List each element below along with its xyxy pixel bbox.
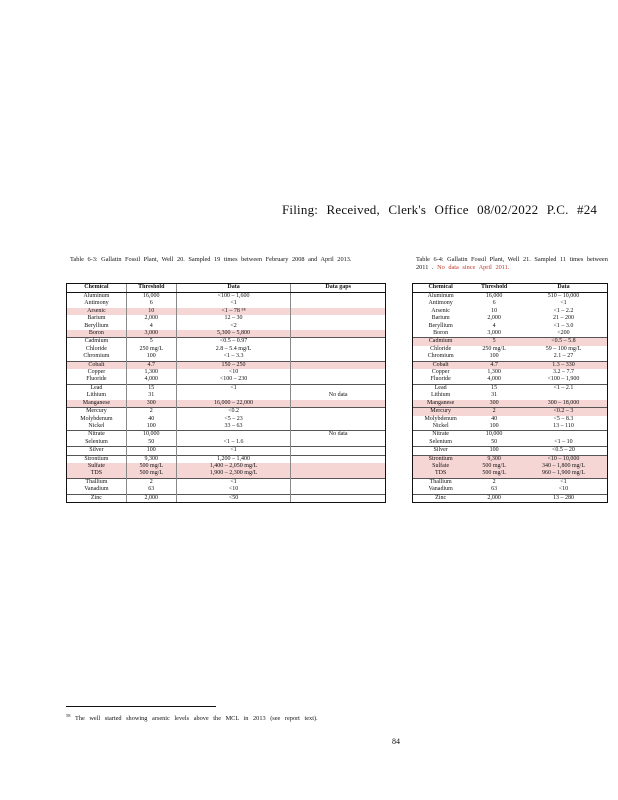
table-row — [67, 346, 386, 353]
cell-threshold: 500 mg/L — [468, 470, 520, 478]
table-row — [413, 408, 608, 416]
cell-chemical: Nitrate — [413, 431, 469, 439]
cell-threshold: 3,000 — [487, 330, 501, 337]
cell-chemical: Zinc — [67, 494, 127, 502]
cell-chemical: Cobalt — [413, 361, 469, 369]
cell-chemical: Selenium — [413, 439, 469, 447]
cell-threshold: 15 — [126, 384, 176, 392]
table-row — [67, 392, 386, 399]
cell-threshold: 50 — [491, 438, 498, 445]
cell-threshold: 16,000 — [485, 293, 503, 299]
cell-chemical: Antimony — [413, 300, 469, 307]
cell-data: <1 — [520, 478, 608, 486]
cell-data: 3.2 – 7.7 — [520, 369, 608, 376]
cell-data: <1 – 3.0 — [520, 323, 608, 330]
cell-data: <1 — [520, 300, 608, 307]
cell-threshold: 2 — [126, 478, 176, 486]
table-row — [67, 455, 386, 463]
cell-threshold: 9,300 — [468, 455, 520, 463]
table-row — [67, 338, 386, 346]
table-row — [67, 478, 386, 486]
filing-stamp: Filing: Received, Clerk's Office 08/02/2022 P.C. #24 — [282, 202, 598, 217]
table-row — [67, 408, 386, 416]
cell-chemical: Sulfate — [413, 463, 469, 470]
table-row — [67, 308, 386, 315]
cell-chemical: Sulfate — [67, 463, 127, 470]
cell-chemical: Nickel — [413, 423, 469, 431]
cell-threshold: 4.7 — [468, 361, 520, 369]
cell-data: 12 – 30 — [176, 315, 291, 322]
cell-data: <0.2 — [176, 408, 291, 416]
cell-threshold: 2,000 — [487, 315, 501, 322]
cell-chemical: Manganese — [67, 400, 127, 408]
footnote-rule — [66, 706, 216, 707]
cell-gaps — [291, 416, 386, 423]
cell-data: <0.5 – 20 — [520, 447, 608, 455]
table-row — [67, 353, 386, 361]
cell-data: <2 — [176, 323, 291, 330]
cell-threshold: 2 — [468, 478, 520, 486]
cell-data: <10 — [176, 486, 291, 494]
cell-chemical: Barium — [67, 315, 127, 322]
cell-data: <1 – 2.1 — [520, 384, 608, 392]
cell-threshold: 6 — [492, 300, 496, 307]
column-header: Chemical — [413, 284, 469, 293]
cell-gaps — [291, 494, 386, 502]
table-row — [413, 447, 608, 455]
table-row — [67, 423, 386, 431]
cell-threshold: 4 — [126, 323, 176, 330]
table-row — [413, 431, 608, 439]
cell-threshold: 2,000 — [468, 494, 520, 502]
column-header: Data — [176, 284, 291, 293]
footnote — [66, 713, 318, 722]
cell-threshold: 2,000 — [126, 494, 176, 502]
table-row — [413, 361, 608, 369]
table-row — [67, 447, 386, 455]
column-header: Data — [520, 284, 608, 293]
cell-data: 1,900 – 2,300 mg/L — [176, 470, 291, 478]
cell-chemical: Copper — [67, 369, 127, 376]
footnote-number: 58 — [66, 713, 71, 718]
cell-gaps — [291, 323, 386, 330]
cell-data: 13 – 280 — [520, 494, 608, 502]
cell-threshold: 10,000 — [468, 431, 520, 439]
table-row — [67, 486, 386, 494]
cell-threshold: 10,000 — [126, 431, 176, 439]
cell-data: <10 — [176, 369, 291, 376]
cell-gaps — [291, 315, 386, 322]
table-row — [413, 494, 608, 502]
cell-threshold: 63 — [491, 486, 498, 493]
table-row — [413, 470, 608, 478]
cell-threshold: 100 — [126, 353, 176, 361]
cell-threshold: 63 — [126, 486, 176, 494]
cell-gaps — [291, 308, 386, 315]
cell-threshold: 250 mg/L — [126, 346, 176, 353]
cell-gaps — [291, 293, 386, 301]
table-row — [413, 478, 608, 486]
cell-threshold: 1,300 — [487, 369, 501, 376]
table-row — [67, 494, 386, 502]
cell-threshold: 3,000 — [126, 330, 176, 338]
cell-data: 1,200 – 1,400 — [176, 455, 291, 463]
cell-gaps — [291, 330, 386, 338]
cell-data: <1 — [176, 300, 291, 307]
table-row — [67, 315, 386, 322]
cell-chemical: Chromium — [413, 353, 469, 361]
cell-gaps — [291, 478, 386, 486]
cell-data: <0.2 – 3 — [520, 408, 608, 416]
cell-data: 21 – 200 — [520, 315, 608, 322]
table-row — [413, 323, 608, 330]
table-row — [413, 455, 608, 463]
cell-chemical: TDS — [413, 470, 469, 478]
cell-data — [520, 392, 608, 399]
cell-gaps — [291, 455, 386, 463]
cell-chemical: Thallium — [413, 478, 469, 486]
cell-threshold: 15 — [468, 384, 520, 392]
cell-data: 1,400 – 2,050 mg/L — [176, 463, 291, 470]
cell-data: 33 – 63 — [176, 423, 291, 431]
cell-threshold: 300 — [468, 400, 520, 408]
table-row — [413, 346, 608, 353]
cell-data: <1 — [176, 478, 291, 486]
cell-threshold: 4.7 — [126, 361, 176, 369]
cell-gaps — [291, 423, 386, 431]
table-row — [413, 463, 608, 470]
cell-threshold: 6 — [126, 300, 176, 307]
table-6-4 — [412, 283, 608, 503]
cell-data: 16,000 – 22,000 — [176, 400, 291, 408]
cell-gaps — [291, 447, 386, 455]
table-row — [67, 300, 386, 307]
cell-chemical: Barium — [413, 315, 469, 322]
cell-chemical: Thallium — [67, 478, 127, 486]
cell-threshold: 500 mg/L — [126, 470, 176, 478]
cell-data: <50 — [176, 494, 291, 502]
table-row — [67, 463, 386, 470]
table-row — [67, 323, 386, 330]
cell-chemical: Nitrate — [67, 431, 127, 439]
cell-data: 960 – 1,900 mg/L — [520, 470, 608, 478]
cell-data: <1 – 3.3 — [176, 353, 291, 361]
cell-threshold: 50 — [126, 439, 176, 447]
cell-threshold: 4,000 — [126, 376, 176, 384]
cell-threshold: 10 — [126, 308, 176, 315]
cell-data: <100 – 1,600 — [176, 293, 291, 301]
cell-data: <10 — [520, 486, 608, 494]
cell-data: 1.3 – 330 — [520, 361, 608, 369]
cell-data: 2.1 – 27 — [520, 353, 608, 361]
cell-chemical: Mercury — [67, 408, 127, 416]
cell-chemical: Silver — [413, 447, 469, 455]
cell-gaps — [291, 353, 386, 361]
cell-threshold: 31 — [491, 392, 498, 399]
cell-chemical: Lithium — [67, 392, 127, 399]
cell-threshold: 100 — [468, 447, 520, 455]
table-row — [67, 416, 386, 423]
cell-threshold: 100 — [126, 423, 176, 431]
cell-data: <0.5 – 5.8 — [520, 338, 608, 346]
table-row — [413, 392, 608, 399]
table-row — [67, 384, 386, 392]
table-row — [413, 338, 608, 346]
table-row — [67, 439, 386, 447]
cell-gaps — [291, 346, 386, 353]
cell-data — [176, 431, 291, 439]
cell-data: <0.5 – 0.97 — [176, 338, 291, 346]
table-row — [413, 384, 608, 392]
cell-gaps — [291, 486, 386, 494]
cell-chemical: Aluminum — [67, 293, 127, 301]
cell-gaps — [291, 300, 386, 307]
cell-chemical: Cadmium — [413, 338, 469, 346]
cell-data: 510 – 10,000 — [520, 293, 608, 301]
cell-chemical: Manganese — [413, 400, 469, 408]
table2-caption-prefix: Table 6-4: Gallatin Fossil Plant, Well 21. Sampled 11 times between 2011 . — [416, 256, 608, 271]
cell-threshold: 4,000 — [487, 376, 501, 383]
cell-threshold: 100 — [489, 353, 499, 360]
cell-data: <1 – 78 ⁵⁸ — [176, 308, 291, 315]
cell-data: 59 – 100 mg/L — [520, 346, 608, 353]
cell-chemical: Boron — [413, 330, 469, 338]
cell-gaps — [291, 361, 386, 369]
cell-data: <10 – 10,000 — [520, 455, 608, 463]
cell-chemical: Lead — [67, 384, 127, 392]
cell-data: 340 – 1,800 mg/L — [520, 463, 608, 470]
cell-gaps — [291, 470, 386, 478]
cell-threshold: 16,000 — [126, 293, 176, 301]
cell-data: <1 — [176, 447, 291, 455]
cell-chemical: Beryllium — [413, 323, 469, 330]
table-6-3 — [66, 283, 386, 503]
cell-threshold: 5 — [126, 338, 176, 346]
table-row — [67, 369, 386, 376]
cell-threshold: 100 — [489, 422, 499, 429]
cell-threshold: 5 — [468, 338, 520, 346]
table-row — [67, 293, 386, 301]
cell-threshold: 40 — [126, 416, 176, 423]
cell-gaps — [291, 338, 386, 346]
table2-caption-note: No data since April 2011. — [437, 264, 510, 271]
cell-data: 2.8 – 5.4 mg/L — [176, 346, 291, 353]
cell-data: <5 – 23 — [176, 416, 291, 423]
cell-threshold: 500 mg/L — [126, 463, 176, 470]
cell-chemical: Arsenic — [413, 308, 469, 315]
cell-data: <200 — [520, 330, 608, 338]
cell-gaps — [291, 439, 386, 447]
table-row — [413, 439, 608, 447]
cell-threshold: 9,300 — [126, 455, 176, 463]
cell-threshold: 250 mg/L — [482, 345, 506, 352]
cell-chemical: Chloride — [413, 346, 469, 353]
cell-data: <1 – 2.2 — [520, 308, 608, 315]
table-row — [413, 315, 608, 322]
table-row — [67, 431, 386, 439]
cell-threshold: 1,300 — [126, 369, 176, 376]
cell-chemical: Copper — [413, 369, 469, 376]
cell-chemical: Fluoride — [67, 376, 127, 384]
table-row — [413, 330, 608, 338]
table-row — [413, 308, 608, 315]
cell-chemical: Vanadium — [413, 486, 469, 494]
cell-gaps — [291, 384, 386, 392]
cell-chemical: Cadmium — [67, 338, 127, 346]
table1-caption: Table 6-3: Gallatin Fossil Plant, Well 20. Sampled 19 times between February 2008 and April 2013. — [70, 256, 352, 263]
table-row — [413, 293, 608, 301]
table-row — [67, 400, 386, 408]
cell-chemical: Lead — [413, 384, 469, 392]
cell-chemical: Cobalt — [67, 361, 127, 369]
table-row — [413, 376, 608, 384]
cell-data: <100 – 1,900 — [520, 376, 608, 384]
cell-threshold: 31 — [126, 392, 176, 399]
cell-chemical: Selenium — [67, 439, 127, 447]
table-6-4-body — [413, 293, 608, 503]
cell-chemical: Chloride — [67, 346, 127, 353]
table2-caption — [416, 256, 616, 272]
cell-threshold: 40 — [491, 415, 498, 422]
table-row — [67, 470, 386, 478]
table-row — [67, 376, 386, 384]
table-row — [413, 353, 608, 361]
cell-chemical: Arsenic — [67, 308, 127, 315]
cell-gaps: No data — [291, 392, 386, 399]
cell-chemical: Molybdenum — [413, 416, 469, 423]
cell-chemical: Boron — [67, 330, 127, 338]
cell-data — [520, 431, 608, 439]
cell-chemical: Nickel — [67, 423, 127, 431]
cell-threshold: 500 mg/L — [468, 463, 520, 470]
cell-chemical: Lithium — [413, 392, 469, 399]
cell-gaps: No data — [291, 431, 386, 439]
cell-data: 150 – 250 — [176, 361, 291, 369]
table-header-row — [67, 284, 386, 293]
cell-chemical: Zinc — [413, 494, 469, 502]
column-header: Threshold — [468, 284, 520, 293]
table-row — [413, 300, 608, 307]
cell-threshold: 10 — [491, 307, 498, 314]
table-row — [413, 400, 608, 408]
cell-chemical: Chromium — [67, 353, 127, 361]
cell-chemical: Beryllium — [67, 323, 127, 330]
cell-threshold: 300 — [126, 400, 176, 408]
page-number: 84 — [392, 737, 400, 746]
cell-gaps — [291, 369, 386, 376]
cell-chemical: Strontium — [413, 455, 469, 463]
cell-chemical: Antimony — [67, 300, 127, 307]
cell-chemical: Silver — [67, 447, 127, 455]
cell-data — [176, 392, 291, 399]
footnote-text: The well started showing arsenic levels above the MCL in 2013 (see report text). — [74, 715, 318, 723]
cell-data: 13 – 110 — [520, 423, 608, 431]
table-6-3-body — [67, 293, 386, 503]
cell-chemical: Fluoride — [413, 376, 469, 384]
table-row — [413, 416, 608, 423]
cell-chemical: Vanadium — [67, 486, 127, 494]
cell-chemical: Aluminum — [413, 293, 469, 301]
table-row — [67, 361, 386, 369]
cell-data: <5 – 8.3 — [520, 416, 608, 423]
cell-data: <1 – 10 — [520, 439, 608, 447]
cell-threshold: 2 — [468, 408, 520, 416]
cell-gaps — [291, 400, 386, 408]
cell-threshold: 100 — [126, 447, 176, 455]
column-header: Data gaps — [291, 284, 386, 293]
cell-threshold: 2 — [126, 408, 176, 416]
cell-gaps — [291, 463, 386, 470]
table-row — [413, 423, 608, 431]
cell-threshold: 2,000 — [126, 315, 176, 322]
cell-data: <1 – 1.6 — [176, 439, 291, 447]
cell-chemical: Molybdenum — [67, 416, 127, 423]
cell-data: 5,300 – 5,800 — [176, 330, 291, 338]
table-row — [413, 369, 608, 376]
column-header: Threshold — [126, 284, 176, 293]
cell-data: 300 – 18,000 — [520, 400, 608, 408]
table-row — [413, 486, 608, 494]
table-header-row — [413, 284, 608, 293]
cell-gaps — [291, 376, 386, 384]
cell-threshold: 4 — [492, 322, 496, 329]
cell-chemical: Mercury — [413, 408, 469, 416]
cell-chemical: TDS — [67, 470, 127, 478]
cell-data: <100 – 230 — [176, 376, 291, 384]
table-row — [67, 330, 386, 338]
cell-data: <1 — [176, 384, 291, 392]
column-header: Chemical — [67, 284, 127, 293]
cell-gaps — [291, 408, 386, 416]
cell-chemical: Strontium — [67, 455, 127, 463]
